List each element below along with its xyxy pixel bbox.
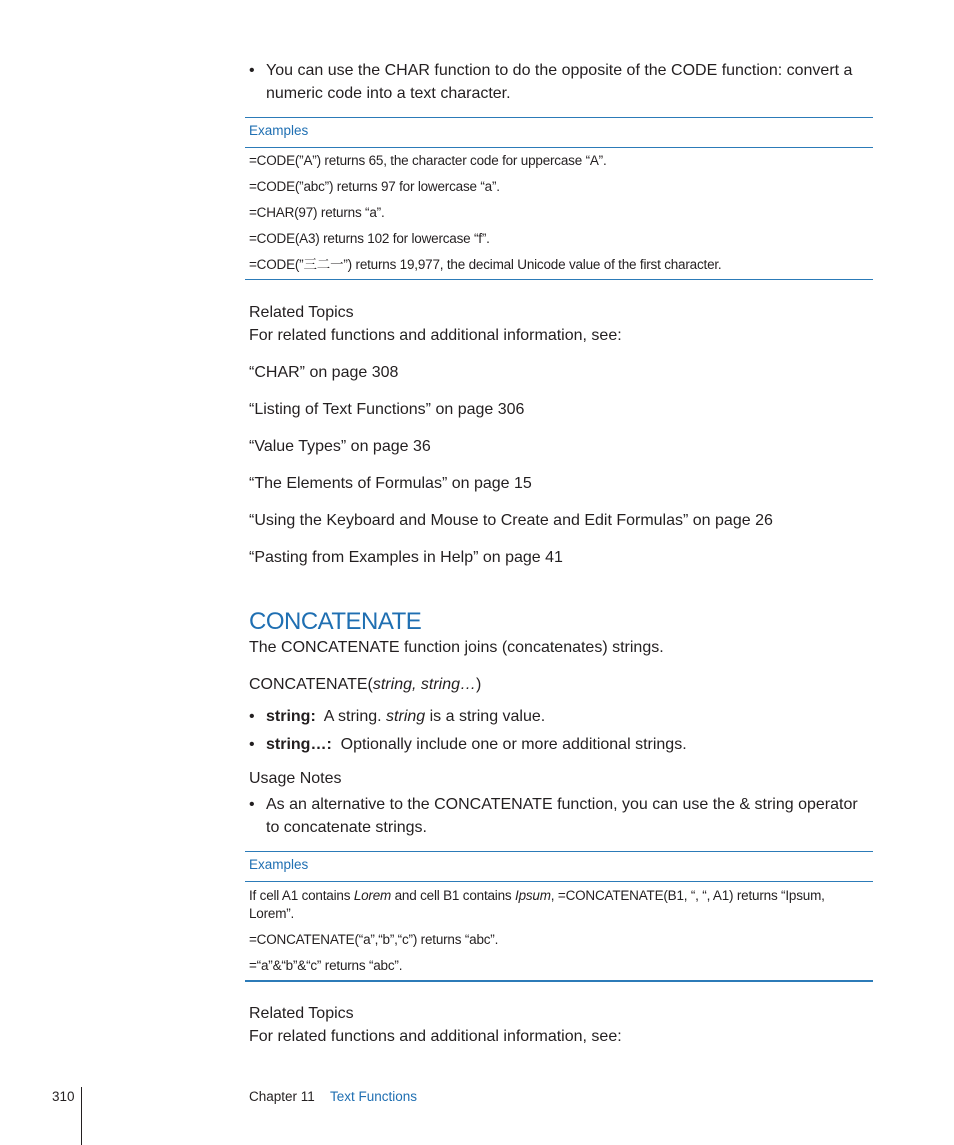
usage-notes-heading: Usage Notes xyxy=(249,770,342,787)
example-text: , =CONCATENATE(B1, “, “, A1) returns “Ipsum, Lorem”. xyxy=(249,888,825,921)
related-topics-heading: Related Topics xyxy=(249,1005,354,1022)
footer-chapter: Chapter 11 xyxy=(249,1089,315,1104)
example-text: and cell B1 contains xyxy=(391,888,516,903)
example-line: =CHAR(97) returns “a”. xyxy=(249,205,385,220)
related-link-text-functions[interactable]: “Listing of Text Functions” on page 306 xyxy=(249,401,525,418)
function-syntax xyxy=(249,676,873,694)
example-line: =CODE(A3) returns 102 for lowercase “f”. xyxy=(249,231,490,246)
section-description: The CONCATENATE function joins (concatenates) strings. xyxy=(249,639,664,656)
related-topics-intro: For related functions and additional information, see: xyxy=(249,1028,622,1045)
footer-chapter-title-link[interactable]: Text Functions xyxy=(330,1089,418,1104)
examples-bottom-rule xyxy=(245,279,873,280)
syntax-close-paren: ) xyxy=(476,676,482,693)
examples-heading: Examples xyxy=(249,857,309,872)
param-desc: A string. xyxy=(323,708,387,725)
bullet-dot: • xyxy=(249,708,255,725)
related-topics-intro: For related functions and additional information, see: xyxy=(249,327,622,344)
intro-bullet-text: You can use the CHAR function to do the opposite of the CODE function: convert a numeric code into a text character. xyxy=(266,62,853,102)
section-title: CONCATENATE xyxy=(249,608,422,635)
examples-header-rule xyxy=(245,881,873,882)
example-text: If cell A1 contains xyxy=(249,888,354,903)
bullet-dot: • xyxy=(249,62,255,79)
examples-header-rule xyxy=(245,147,873,148)
example-line: =CODE(”abc”) returns 97 for lowercase “a”. xyxy=(249,179,500,194)
related-link-pasting-examples[interactable]: “Pasting from Examples in Help” on page 41 xyxy=(249,549,563,566)
bullet-dot: • xyxy=(249,796,255,813)
example-text-italic: Lorem xyxy=(353,888,392,903)
page-number: 310 xyxy=(52,1089,75,1104)
example-line: =“a”&“b”&“c” returns “abc”. xyxy=(249,958,403,973)
examples-top-rule xyxy=(245,851,873,852)
related-link-value-types[interactable]: “Value Types” on page 36 xyxy=(249,438,431,455)
param-name: string…: xyxy=(266,736,332,753)
syntax-args: string, string… xyxy=(372,676,476,693)
footer-divider xyxy=(81,1087,82,1145)
param-desc-after: is a string value. xyxy=(425,708,546,725)
example-line: =CODE(”A”) returns 65, the character code for uppercase “A”. xyxy=(249,153,607,168)
syntax-open-paren: ( xyxy=(367,676,373,693)
usage-bullet-text: As an alternative to the CONCATENATE function, you can use the & string operator to concatenate strings. xyxy=(266,796,858,836)
examples-heading: Examples xyxy=(249,123,309,138)
related-link-char[interactable]: “CHAR” on page 308 xyxy=(249,364,399,381)
examples-bottom-rule xyxy=(245,980,873,982)
bullet-dot: • xyxy=(249,736,255,753)
param-desc-italic: string xyxy=(386,708,426,725)
related-link-elements-of-formulas[interactable]: “The Elements of Formulas” on page 15 xyxy=(249,475,532,492)
example-line: =CONCATENATE(“a”,“b”,“c”) returns “abc”. xyxy=(249,932,499,947)
param-name: string: xyxy=(266,708,316,725)
related-link-keyboard-mouse[interactable]: “Using the Keyboard and Mouse to Create and Edit Formulas” on page 26 xyxy=(249,512,773,529)
example-line: =CODE(”三二一”) returns 19,977, the decimal Unicode value of the first character. xyxy=(249,257,722,272)
syntax-function-name: CONCATENATE xyxy=(249,676,368,693)
example-line xyxy=(249,887,849,923)
param-desc: Optionally include one or more additional strings. xyxy=(340,736,687,753)
related-topics-heading: Related Topics xyxy=(249,304,354,321)
examples-top-rule xyxy=(245,117,873,118)
example-text-italic: Ipsum xyxy=(515,888,551,903)
